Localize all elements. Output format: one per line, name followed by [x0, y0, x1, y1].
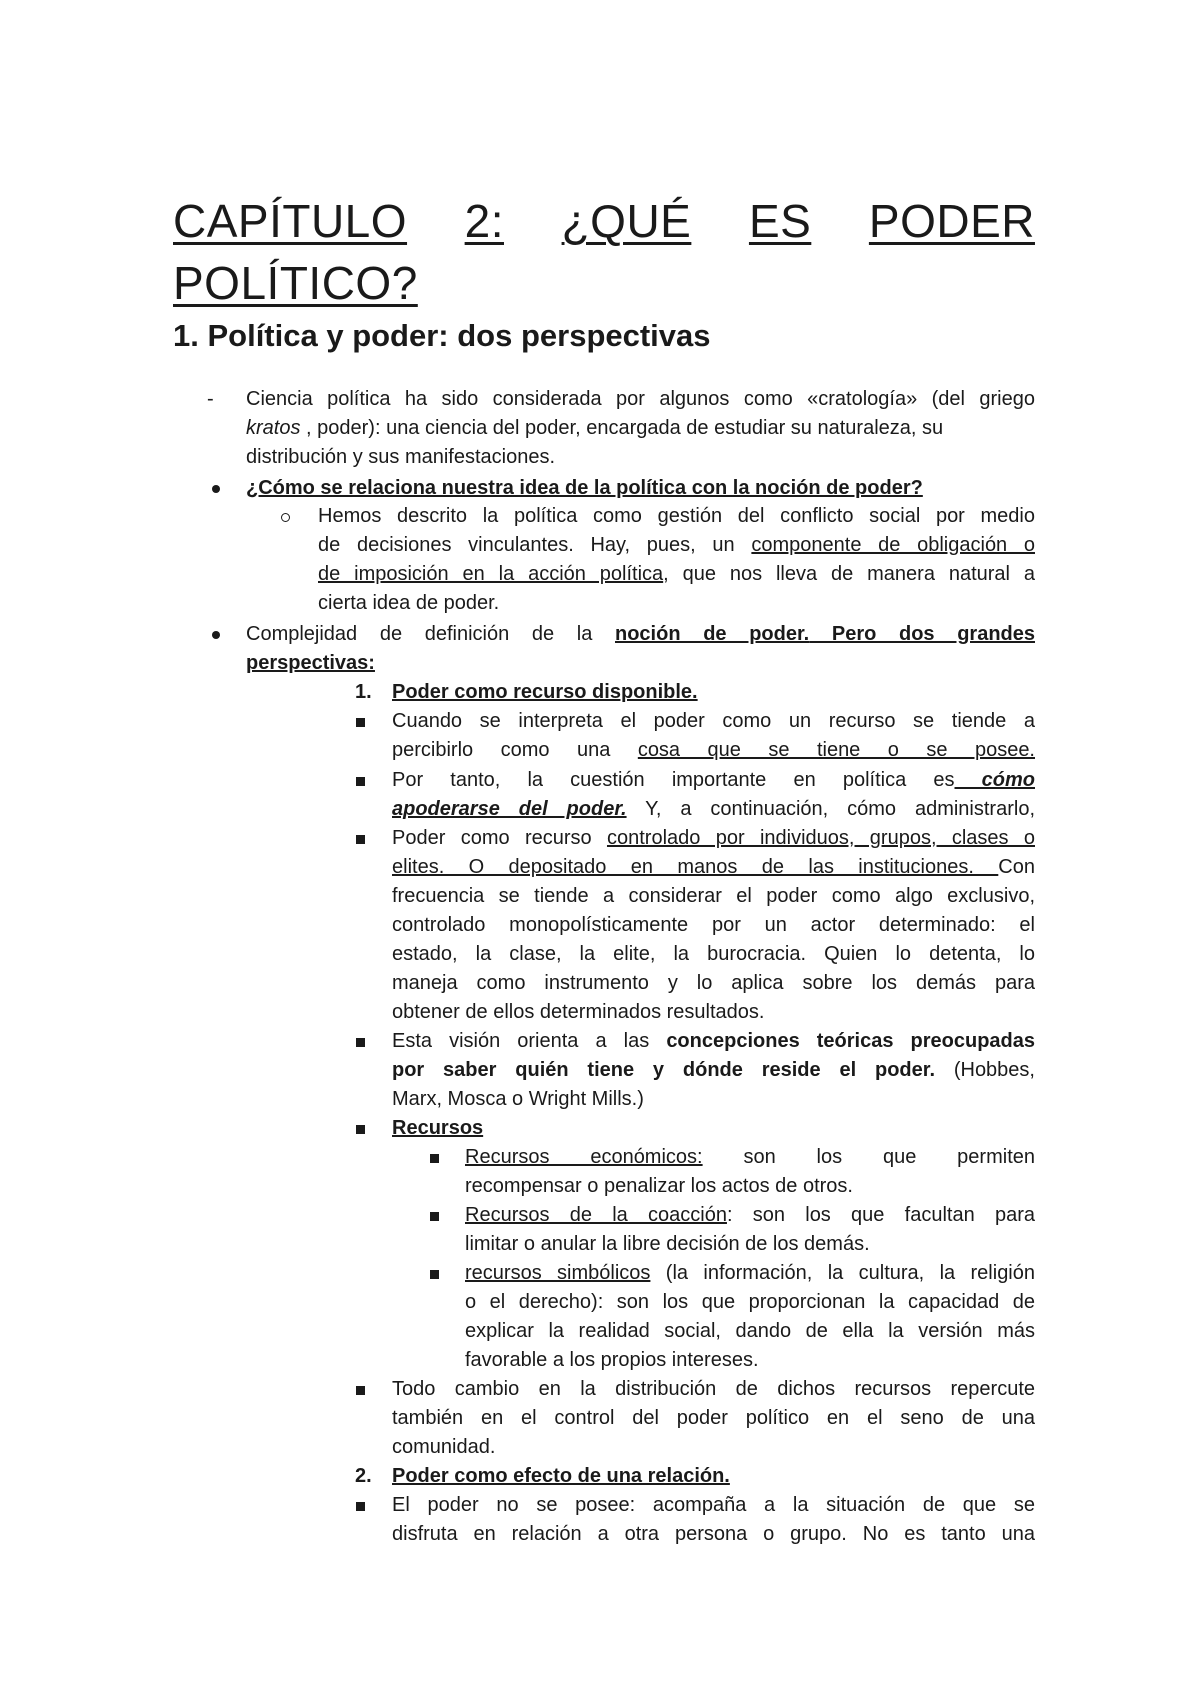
item-text: percibirlo como una	[392, 739, 638, 761]
intro-text: , poder): una ciencia del poder, encargada de estudiar su naturaleza, su	[300, 417, 944, 439]
item-text: (Hobbes,	[935, 1059, 1035, 1081]
item-text: Y, a continuación, cómo administrarlo,	[626, 798, 1035, 820]
complex-bold: noción de poder.	[615, 623, 810, 645]
bullet-dot	[212, 631, 220, 639]
sub-line: cierta idea de poder.	[318, 592, 500, 614]
item-bold: concepciones teóricas preocupadas	[666, 1030, 1035, 1052]
item-line: comunidad.	[392, 1436, 496, 1458]
list-number: 2.	[355, 1465, 372, 1487]
intro-line	[246, 414, 1035, 443]
item-line	[392, 795, 1035, 824]
item-underline: cosa que se tiene o se posee.	[637, 739, 1035, 761]
perspective-label: Poder como recurso disponible.	[392, 681, 698, 703]
item-line: estado, la clase, la elite, la burocracia. Quien lo detenta, lo	[392, 943, 1035, 965]
recurso-line	[465, 1201, 1035, 1230]
sub-underline: de imposición en la acción política	[318, 563, 664, 585]
dash-marker: -	[207, 388, 214, 410]
title-word: PODER	[868, 195, 1035, 247]
item-line	[392, 824, 1035, 853]
recurso-line: limitar o anular la libre decisión de los demás.	[465, 1233, 870, 1255]
item-line	[392, 766, 1035, 795]
title-line2: POLÍTICO?	[173, 257, 418, 309]
section-heading: 1. Política y poder: dos perspectivas	[173, 318, 711, 353]
title-word: ES	[748, 195, 812, 247]
item-bold: por saber quién tiene y dónde reside el poder.	[392, 1059, 935, 1081]
recurso-text: (la información, la cultura, la religión	[650, 1262, 1035, 1284]
question-line: ¿Cómo se relaciona nuestra idea de la política con la noción de poder?	[246, 477, 923, 499]
bullet-circle	[281, 513, 290, 522]
item-line	[392, 853, 1035, 882]
recurso-underline: Recursos de la coacción	[465, 1204, 727, 1226]
bullet-square	[430, 1154, 439, 1163]
chapter-title	[173, 190, 1035, 314]
recurso-line: explicar la realidad social, dando de ella la versión más	[465, 1320, 1035, 1342]
bullet-square	[356, 835, 365, 844]
item-text: Por tanto, la cuestión importante en política es	[392, 769, 955, 791]
complex-line: perspectivas:	[246, 652, 375, 674]
item-line: obtener de ellos determinados resultados.	[392, 1001, 765, 1023]
item-underline: elites. O depositado en manos de las instituciones.	[392, 856, 999, 878]
kratos-word: kratos	[246, 417, 301, 439]
item-line	[392, 1056, 1035, 1085]
recurso-line	[465, 1143, 1035, 1172]
item-bold: cómo	[954, 769, 1035, 791]
recurso-underline: Recursos económicos:	[465, 1146, 703, 1168]
sub-underline: componente de obligación o	[751, 534, 1035, 556]
complex-bold: Pero dos grandes	[809, 623, 1035, 645]
sub-line	[318, 560, 1035, 589]
title-word: 2:	[464, 195, 504, 247]
title-word: ¿QUÉ	[561, 195, 692, 247]
item-line: Todo cambio en la distribución de dichos recursos repercute	[392, 1378, 1035, 1400]
list-number: 1.	[355, 681, 372, 703]
sub-line: Hemos descrito la política como gestión del conflicto social por medio	[318, 505, 1035, 527]
item-text: Con	[998, 856, 1035, 878]
item-line: también en el control del poder político en el seno de una	[392, 1407, 1035, 1429]
item-line: controlado monopolísticamente por un actor determinado: el	[392, 914, 1035, 936]
item-line: disfruta en relación a otra persona o grupo. No es tanto una	[392, 1523, 1035, 1545]
item-line	[392, 1027, 1035, 1056]
title-word: CAPÍTULO	[173, 195, 408, 247]
item-line: El poder no se posee: acompaña a la situación de que se	[392, 1494, 1035, 1516]
intro-line: distribución y sus manifestaciones.	[246, 446, 556, 468]
item-bold: apoderarse del poder.	[392, 798, 627, 820]
item-line: frecuencia se tiende a considerar el poder como algo exclusivo,	[392, 885, 1035, 907]
bullet-square	[356, 1038, 365, 1047]
item-line: Marx, Mosca o Wright Mills.)	[392, 1088, 644, 1110]
recurso-underline: recursos simbólicos	[465, 1262, 651, 1284]
complex-text: Complejidad de definición de la	[246, 623, 615, 645]
sub-text: de decisiones vinculantes. Hay, pues, un	[318, 534, 752, 556]
bullet-square	[430, 1212, 439, 1221]
item-underline: controlado por individuos, grupos, clases o	[606, 827, 1035, 849]
recursos-heading: Recursos	[392, 1117, 484, 1139]
sub-text: , que nos lleva de manera natural a	[663, 563, 1035, 585]
recurso-line: favorable a los propios intereses.	[465, 1349, 759, 1371]
intro-line: Ciencia política ha sido considerada por algunos como «cratología» (del griego	[246, 388, 1035, 410]
sub-line	[318, 531, 1035, 560]
bullet-square	[356, 777, 365, 786]
recurso-line: o el derecho): son los que proporcionan la capacidad de	[465, 1291, 1035, 1313]
recurso-text: : son los que facultan para	[726, 1204, 1035, 1226]
item-text: Poder como recurso	[392, 827, 607, 849]
bullet-square	[430, 1270, 439, 1279]
perspective-label: Poder como efecto de una relación.	[392, 1465, 730, 1487]
bullet-square	[356, 1502, 365, 1511]
recurso-line	[465, 1259, 1035, 1288]
item-line	[392, 736, 1035, 765]
recurso-text: son los que permiten	[702, 1146, 1035, 1168]
item-line: Cuando se interpreta el poder como un recurso se tiende a	[392, 710, 1035, 732]
item-line: maneja como instrumento y lo aplica sobre los demás para	[392, 972, 1035, 994]
bullet-dot	[212, 485, 220, 493]
bullet-square	[356, 1386, 365, 1395]
bullet-square	[356, 718, 365, 727]
item-text: Esta visión orienta a las	[392, 1030, 667, 1052]
complex-line	[246, 620, 1035, 649]
recurso-line: recompensar o penalizar los actos de otros.	[465, 1175, 853, 1197]
bullet-square	[356, 1125, 365, 1134]
